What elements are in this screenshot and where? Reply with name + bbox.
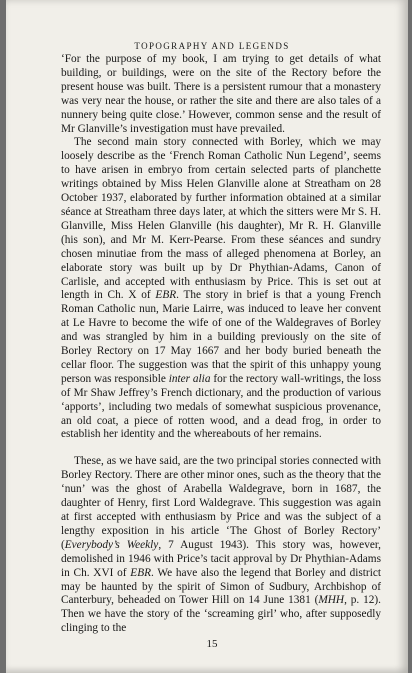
paragraph-3 bbox=[61, 455, 381, 636]
italic-reference: EBR bbox=[130, 566, 151, 579]
text-span: . The story in brief is that a young French Roman Catholic nun, Marie Lairre, was induced to leave her convent at Le Havre to become the wife of one of the Waldegraves of Borley and was strangled by him in a building previously on the site of Borley Rectory on 17 May 1667 and her body buried beneath the cellar floor. The suggestion was that the spirit of this unhappy young person was responsible bbox=[61, 289, 381, 385]
italic-reference: Everybody’s Weekly bbox=[64, 538, 159, 551]
text-span: These, as we have said, are the two principal stories connected with Borley Rectory. There are other minor ones, such as the theory that the ‘nun’ was the ghost of Arabella Waldegrave, born in 1687, the daughter of Henry, first Lord Waldegrave. This suggestion was again at first accepted with enthusiasm by Price and was the subject of a lengthy exposition in his article ‘The Ghost of Borley Rectory’ ( bbox=[61, 455, 381, 551]
book-page bbox=[6, 0, 408, 673]
text-span: for the rectory wall-writings, the loss of Mr Shaw Jeffrey’s French dictionary, and the production of various ‘apports’, including two medals of somewhat suspicious provenance, an old coat, a piece of rotten wood, and a dead frog, in order to establish her identity and the whereabouts of her remains. bbox=[61, 372, 381, 441]
italic-reference: EBR bbox=[155, 289, 177, 302]
page-number: 15 bbox=[206, 638, 218, 650]
italic-phrase: inter alia bbox=[168, 372, 211, 385]
running-header: TOPOGRAPHY AND LEGENDS bbox=[134, 41, 290, 51]
text-span: The second main story connected with Borley, which we may loosely describe as the ‘French Roman Catholic Nun Legend’, seems to have arisen in embryo from certain selected parts of planchette writings obtained by Miss Helen Glanville alone at Streatham on 28 October 1937, elaborated by further information obtained at a similar séance at Streatham three days later, at which the sitters were Mr S. H. Glanville, Miss Helen Glanville (his daughter), Mr R. H. Glanville (his son), and Mr M. Kerr-Pearse. From these séances and sundry chosen minutiae from the mass of alleged phenomena at Borley, an elaborate story was built up by Dr Phythian-Adams, Canon of Carlisle, and accepted with enthusiasm by Price. This is set out at length in Ch. X of bbox=[61, 136, 381, 302]
italic-reference: MHH bbox=[318, 594, 345, 607]
text-span: ‘For the purpose of my book, I am trying to get details of what building, or buildings, were on the site of the Rectory before the present house was built. There is a persistent rumour that a monastery was very near the house, or rather the site and there are also tales of a nunnery being quite close.’ However, common sense and the result of Mr Glanville’s investigation must have prevailed. bbox=[61, 53, 381, 135]
text-span: , p. 12). Then we have the story of the ‘screaming girl’ who, after supposedly clinging to the bbox=[61, 594, 381, 635]
paragraph-1 bbox=[61, 53, 381, 136]
paragraph-2 bbox=[61, 136, 381, 442]
text-span: , 7 August 1943). This story was, however, demolished in 1946 with Price’s tacit approval by Dr Phythian-Adams in Ch. XVI of bbox=[61, 538, 381, 579]
page-body bbox=[61, 53, 381, 636]
text-span: . We have also the legend that Borley and district may be haunted by the spirit of Simon of Sudbury, Archbishop of Canterbury, beheaded on Tower Hill on 14 June 1381 ( bbox=[61, 566, 381, 607]
